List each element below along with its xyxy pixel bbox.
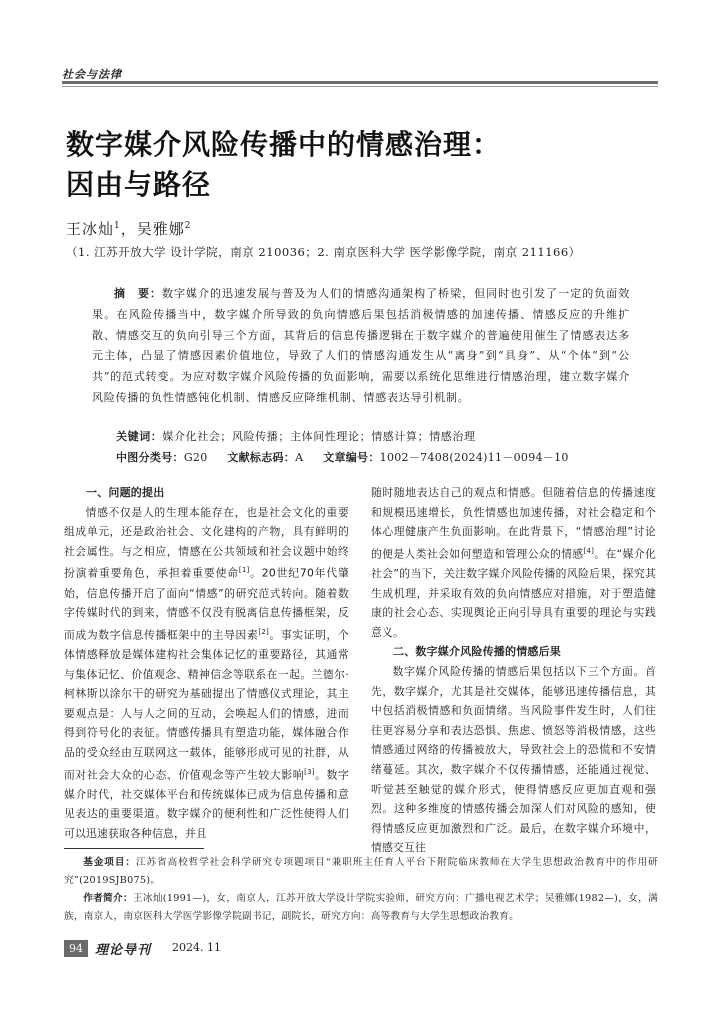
journal-name: 理论导刊 <box>95 943 152 958</box>
author-1-affil-mark: 1 <box>114 221 121 231</box>
body-text: 。事实证明，个体情感释放是媒体建构社会集体记忆的重要路径，其通常与集体记忆、价值观念、精神信念等联系在一起。兰德尔·柯林斯以涂尔干的研究为基础提出了情感仪式理论，其主要观点是：人与人之间的互动，会唤起人们的情感，进而得到符号化的表征。情感传播具有塑造功能，媒体融合作品的受众经由互联网这一载体，能够形成可见的社群，从而对社会大众的心态、价值观念等产生较大影响 <box>64 628 349 782</box>
page-number: 94 <box>64 940 88 957</box>
footnote-fund <box>64 854 658 890</box>
keywords-label: 关键词： <box>116 430 163 443</box>
clc-label: 中图分类号： <box>116 451 184 464</box>
clc-group <box>116 451 208 464</box>
article-number-value: 1002－7408(2024)11－0094－10 <box>379 451 569 464</box>
keywords-text: 媒介化社会；风险传播；主体间性理论；情感计算；情感治理 <box>162 430 476 443</box>
abstract <box>92 284 630 409</box>
author-line <box>66 218 192 239</box>
author-2: 吴雅娜 <box>136 220 185 238</box>
body-column-right <box>371 483 656 858</box>
bio-text: 王冰灿(1991—)，女，南京人，江苏开放大学设计学院实验师，研究方向：广播电视艺术学；吴雅娜(1982—)，女，满族，南京人，南京医科大学医学影像学院副书记，副院长，研究方向：高等教育与大学生思想政治教育。 <box>64 893 659 922</box>
citation[interactable]: [4] <box>583 546 595 555</box>
body-paragraph: 数字媒介风险传播的情感后果包括以下三个方面。首先，数字媒介，尤其是社交媒体，能够迅速传播信息，其中包括消极情感和负面情绪。当风险事件发生时，人们往往更容易分享和表达恐惧、焦虑、愤怒等消极情感，这些情感通过网络的传播被放大，导致社会上的恐慌和不安情绪蔓延。其次，数字媒介不仅传播情感，还能通过视觉、听觉甚至触觉的媒介形式，使得情感反应更加直观和强烈。这种多维度的情感传播会加深人们对风险的感知，使得情感反应更加激烈和广泛。最后，在数字媒介环境中，情感交互往 <box>371 664 656 855</box>
abstract-label: 摘 要： <box>114 287 163 300</box>
title-line-1: 数字媒介风险传播中的情感治理： <box>66 128 502 161</box>
header-rule <box>62 81 658 84</box>
body-text: 随时随地表达自己的观点和情感。但随着信息的传播速度和规模迅速增长，负性情感也加速传播，对社会稳定和个体心理健康产生负面影响。在此背景下，“情感治理”讨论的便是人类社会如何塑造和管理公众的情感 <box>371 486 656 561</box>
citation[interactable]: [3] <box>304 767 315 776</box>
section-heading-1: 一、问题的提出 <box>86 486 165 499</box>
fund-label: 基金项目： <box>83 857 136 868</box>
body-paragraph <box>371 483 656 642</box>
header-rule-thin <box>62 86 658 87</box>
body-text: 情感不仅是人的生理本能存在，也是社会文化的重要组成单元，还是政治社会、文化建构的产物，具有鲜明的社会属性。与之相应，情感在公共领域和社会议题中始终扮演着重要角色，承担着重要使命 <box>64 505 349 580</box>
citation[interactable]: [2] <box>258 627 269 636</box>
article-number-group <box>323 451 569 464</box>
clc-value: G20 <box>183 451 208 464</box>
article-number-label: 文章编号： <box>323 451 380 464</box>
doc-code-group <box>227 451 303 464</box>
footnote-author-bio <box>64 890 658 926</box>
section-tag: 社会与法律 <box>62 68 122 81</box>
bio-label: 作者简介： <box>83 893 133 904</box>
citation[interactable]: [1] <box>238 566 250 575</box>
body-text: 。20世纪70年代肇始，信息传播开启了面向“情感”的研究范式转向。随着数字传媒时代的到来，情感不仅没有脱离信息传播框架，反而成为数字信息传播框架中的主导因素 <box>64 566 350 642</box>
author-separator: ， <box>120 220 137 238</box>
abstract-text: 数字媒介的迅速发展与普及为人们的情感沟通架构了桥梁，但同时也引发了一定的负面效果。在风险传播当中，数字媒介所导致的负向情感后果包括消极情感的加速传播、情感反应的升维扩散、情感交互的负向引导三个方面，其背后的信息传播逻辑在于数字媒介的普遍使用催生了情感表达多元主体，凸显了情感因素价值地位，导致了人们的情感沟通发生从“离身”到“具身”、从“个体”到“公共”的范式转变。为应对数字媒介风险传播的负面影响，需要以系统化思维进行情感治理，建立数字媒介风险传播的负性情感钝化机制、情感反应降维机制、情感表达导引机制。 <box>92 287 631 404</box>
title-line-2: 因由与路径 <box>66 168 212 201</box>
footnote-rule <box>64 848 204 849</box>
body-text: 。数字媒介时代，社交媒体平台和传统媒体已成为信息传播和意见表达的重要渠道。数字媒介的便利性和广泛性使得人们可以迅速获取各种信息，并且 <box>64 768 349 840</box>
body-paragraph <box>64 503 349 844</box>
author-2-affil-mark: 2 <box>184 221 192 231</box>
affiliations: （1. 江苏开放大学 设计学院，南京 210036；2. 南京医科大学 医学影像学院，南京 211166） <box>66 245 581 259</box>
body-text: 。在“媒介化社会”的当下，关注数字媒介风险传播的风险后果，探究其生成机理，并采取有效的负向情感应对措施，对于塑造健康的社会心态、实现舆论正向引导具有重要的理论与实践意义。 <box>371 547 656 639</box>
keywords <box>116 428 476 444</box>
issue-date: 2024. 11 <box>172 941 221 954</box>
body-column-left <box>64 483 349 843</box>
doc-code-value: A <box>295 451 304 464</box>
classification-line <box>116 449 585 465</box>
fund-text: 江苏省高校哲学社会科学研究专项题项目“兼职班主任育人平台下附院临床教师在大学生思想政治教育中的作用研究”(2019SJB075)。 <box>64 857 659 886</box>
author-1: 王冰灿 <box>66 220 115 238</box>
article-title <box>66 125 656 205</box>
doc-code-label: 文献标志码： <box>227 451 296 464</box>
section-heading-2: 二、数字媒介风险传播的情感后果 <box>393 645 561 659</box>
